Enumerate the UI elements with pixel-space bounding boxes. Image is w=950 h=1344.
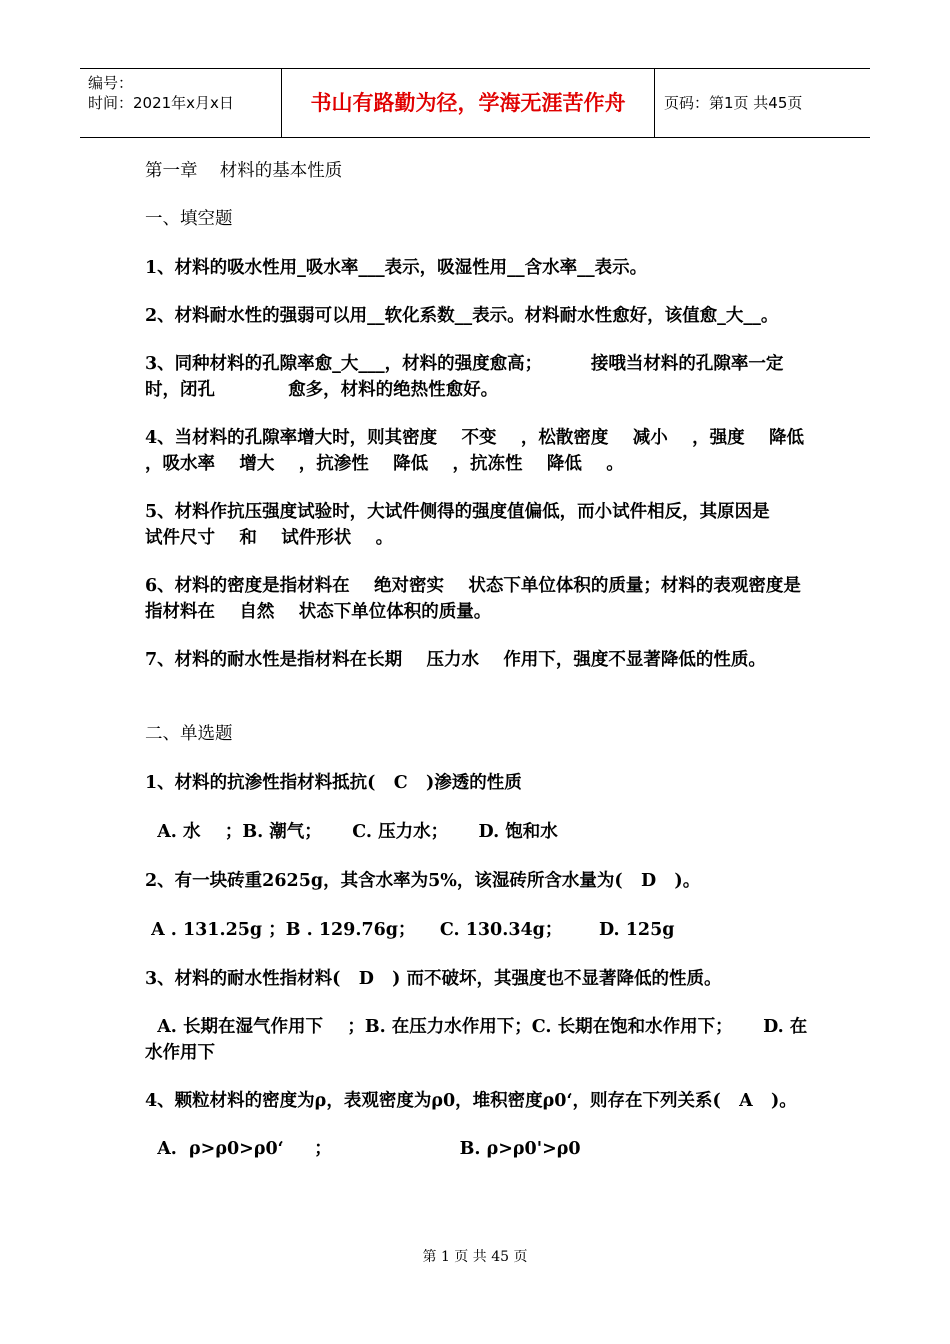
fill-question-5: 5、材料作抗压强度试验时，大试件侧得的强度值偏低，而小试件相反，其原因是 试件尺寸 和 试件形状 。 [145, 502, 795, 548]
fill-question-7: 7、材料的耐水性是指材料在长期 压力水 作用下，强度不显著降低的性质。 [145, 650, 766, 670]
document-body [145, 158, 829, 1162]
choice-options-1: A. 水 ；B. 潮气； C. 压力水； D. 饱和水 [145, 822, 558, 842]
choice-question-4: 4、颗粒材料的密度为ρ，表观密度为ρ0，堆积密度ρ0‘，则存在下列关系( A )。 [145, 1091, 797, 1111]
choice-question-1: 1、材料的抗渗性指材料抵抗( C )渗透的性质 [145, 773, 522, 793]
choice-question-2: 2、有一块砖重2625g，其含水率为5%，该湿砖所含水量为( D )。 [145, 871, 701, 891]
fill-question-1: 1、材料的吸水性用_吸水率___表示，吸湿性用__含水率__表示。 [145, 258, 648, 278]
choice-question-3: 3、材料的耐水性指材料( D ) 而不破坏，其强度也不显著降低的性质。 [145, 969, 722, 989]
page-header [80, 68, 870, 138]
header-page-info: 页码：第1页 共45页 [664, 94, 803, 112]
fill-question-3: 3、同种材料的孔隙率愈_大___，材料的强度愈高； 接哦当材料的孔隙率一定时，闭孔 愈多，材料的绝热性愈好。 [145, 354, 784, 400]
fill-question-4: 4、当材料的孔隙率增大时，则其密度 不变 ，松散密度 减小 ，强度 降低 ，吸水率 增大 ，抗渗性 降低 ，抗冻性 降低 。 [145, 428, 829, 474]
header-motto: 书山有路勤为径，学海无涯苦作舟 [281, 69, 655, 137]
fill-question-2: 2、材料耐水性的强弱可以用__软化系数__表示。材料耐水性愈好，该值愈_大__。 [145, 306, 779, 326]
date-label: 时间：2021年x月x日 [88, 94, 234, 112]
choice-options-3: A. 长期在湿气作用下 ；B. 在压力水作用下；C. 长期在饱和水作用下； D. 在水作用下 [145, 1017, 808, 1063]
choice-options-2: A . 131.25g ；B . 129.76g； C. 130.34g； D. 125g [145, 920, 675, 940]
section-title-fill: 一、填空题 [145, 209, 233, 229]
chapter-title: 第一章 材料的基本性质 [145, 161, 343, 181]
section-title-choice: 二、单选题 [145, 724, 233, 744]
page-footer: 第 1 页 共 45 页 [422, 1249, 528, 1265]
choice-options-4: A. ρ>ρ0>ρ0‘ ； B. ρ>ρ0'>ρ0 [145, 1139, 581, 1159]
fill-question-6: 6、材料的密度是指材料在 绝对密实 状态下单位体积的质量；材料的表观密度是指材料在 自然 状态下单位体积的质量。 [145, 576, 801, 622]
number-label: 编号： [88, 74, 134, 92]
header-meta [80, 69, 281, 137]
